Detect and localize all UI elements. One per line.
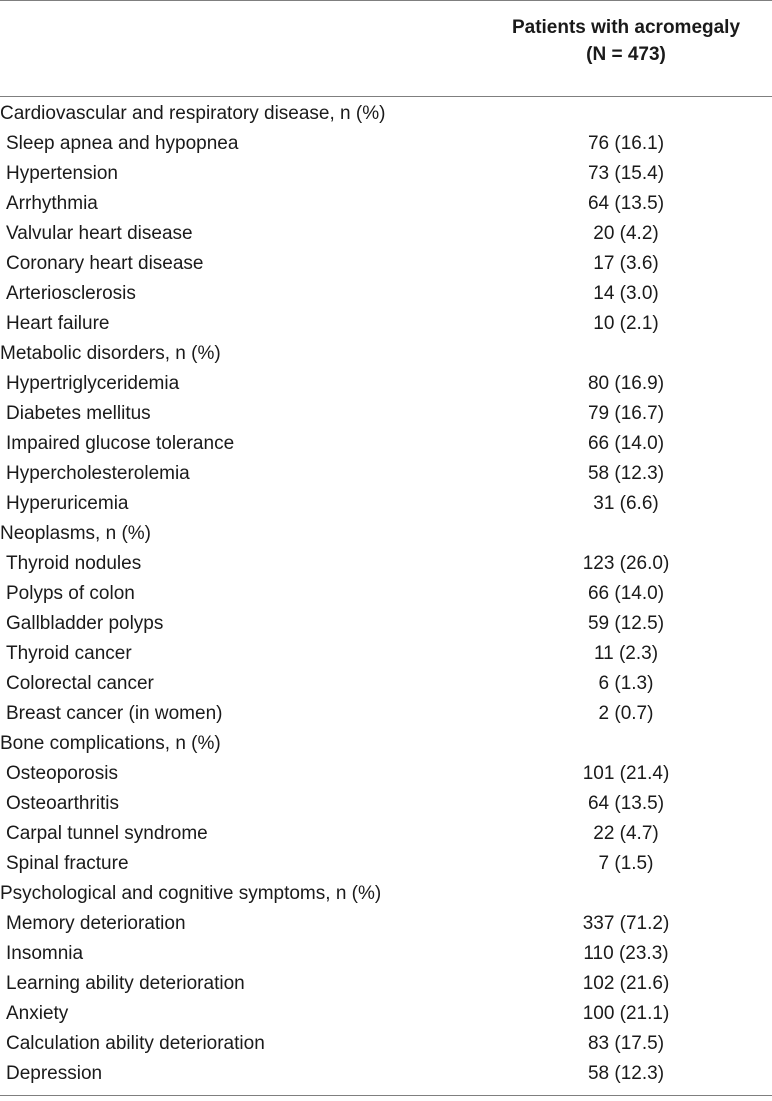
table-row — [0, 489, 772, 519]
row-label: Insomnia — [6, 943, 84, 964]
row-value: 6 (1.3) — [598, 673, 654, 694]
row-label: Valvular heart disease — [6, 223, 193, 244]
table-row — [0, 159, 772, 189]
row-value: 102 (21.6) — [582, 973, 670, 994]
table-row — [0, 699, 772, 729]
category-label: Bone complications, n (%) — [0, 733, 221, 754]
row-value: 66 (14.0) — [587, 433, 665, 454]
row-label: Thyroid nodules — [6, 553, 142, 574]
table-row — [0, 249, 772, 279]
row-value: 73 (15.4) — [587, 163, 665, 184]
row-label: Polyps of colon — [6, 583, 135, 604]
table-row — [0, 1059, 772, 1089]
row-value: 110 (23.3) — [583, 943, 669, 964]
row-value: 10 (2.1) — [593, 313, 659, 334]
category-row — [0, 339, 772, 369]
row-label: Osteoporosis — [6, 763, 118, 784]
row-value: 64 (13.5) — [587, 193, 665, 214]
table-row — [0, 999, 772, 1029]
category-row — [0, 99, 772, 129]
row-value: 31 (6.6) — [593, 493, 659, 514]
table-row — [0, 669, 772, 699]
table-bottom-rule — [0, 1095, 772, 1096]
row-value: 83 (17.5) — [587, 1033, 665, 1054]
category-label: Metabolic disorders, n (%) — [0, 343, 221, 364]
table-row — [0, 1029, 772, 1059]
table-row — [0, 399, 772, 429]
category-row — [0, 879, 772, 909]
table-row — [0, 189, 772, 219]
table-row — [0, 789, 772, 819]
row-label: Calculation ability deterioration — [6, 1033, 265, 1054]
table-row — [0, 639, 772, 669]
row-value: 66 (14.0) — [587, 583, 665, 604]
row-value: 20 (4.2) — [593, 223, 659, 244]
row-label: Coronary heart disease — [6, 253, 204, 274]
row-label: Hypercholesterolemia — [6, 463, 190, 484]
column-header-count: (N = 473) — [586, 44, 666, 65]
table-row — [0, 459, 772, 489]
row-value: 76 (16.1) — [587, 133, 665, 154]
table-row — [0, 219, 772, 249]
table-row — [0, 609, 772, 639]
column-header-patients — [480, 14, 772, 68]
table-row — [0, 429, 772, 459]
row-label: Arteriosclerosis — [6, 283, 136, 304]
row-label: Depression — [6, 1063, 103, 1084]
row-value: 100 (21.1) — [582, 1003, 670, 1024]
category-label: Psychological and cognitive symptoms, n (%) — [0, 883, 382, 904]
row-value: 64 (13.5) — [587, 793, 665, 814]
row-label: Spinal fracture — [6, 853, 129, 874]
row-value: 22 (4.7) — [593, 823, 659, 844]
row-label: Osteoarthritis — [6, 793, 119, 814]
table-row — [0, 759, 772, 789]
table-row — [0, 369, 772, 399]
column-header-title: Patients with acromegaly — [511, 17, 741, 38]
table-row — [0, 549, 772, 579]
row-value: 7 (1.5) — [598, 853, 654, 874]
row-label: Memory deterioration — [6, 913, 186, 934]
table-row — [0, 849, 772, 879]
category-label: Cardiovascular and respiratory disease, n (%) — [0, 103, 386, 124]
row-label: Arrhythmia — [6, 193, 98, 214]
row-value: 17 (3.6) — [593, 253, 659, 274]
table-body — [0, 99, 772, 1089]
category-row — [0, 519, 772, 549]
row-value: 79 (16.7) — [587, 403, 665, 424]
table-row — [0, 309, 772, 339]
row-value: 59 (12.5) — [587, 613, 665, 634]
row-value: 14 (3.0) — [593, 283, 659, 304]
row-label: Colorectal cancer — [6, 673, 154, 694]
table-row — [0, 939, 772, 969]
row-value: 80 (16.9) — [587, 373, 665, 394]
table-row — [0, 819, 772, 849]
table-row — [0, 969, 772, 999]
table-row — [0, 129, 772, 159]
category-label: Neoplasms, n (%) — [0, 523, 151, 544]
row-label: Hypertension — [6, 163, 118, 184]
category-row — [0, 729, 772, 759]
row-label: Sleep apnea and hypopnea — [6, 133, 239, 154]
row-label: Breast cancer (in women) — [6, 703, 223, 724]
row-label: Gallbladder polyps — [6, 613, 164, 634]
table-row — [0, 579, 772, 609]
row-value: 11 (2.3) — [593, 643, 659, 664]
row-label: Carpal tunnel syndrome — [6, 823, 208, 844]
row-value: 58 (12.3) — [587, 1063, 665, 1084]
row-value: 101 (21.4) — [582, 763, 670, 784]
row-value: 123 (26.0) — [582, 553, 670, 574]
row-value: 58 (12.3) — [587, 463, 665, 484]
row-label: Impaired glucose tolerance — [6, 433, 235, 454]
row-label: Anxiety — [6, 1003, 69, 1024]
row-value: 2 (0.7) — [598, 703, 654, 724]
row-label: Heart failure — [6, 313, 110, 334]
table-row — [0, 279, 772, 309]
row-value: 337 (71.2) — [582, 913, 670, 934]
row-label: Hyperuricemia — [6, 493, 129, 514]
table-row — [0, 909, 772, 939]
table-header — [0, 0, 772, 96]
row-label: Diabetes mellitus — [6, 403, 151, 424]
table-header-rule — [0, 96, 772, 97]
row-label: Learning ability deterioration — [6, 973, 245, 994]
row-label: Thyroid cancer — [6, 643, 132, 664]
row-label: Hypertriglyceridemia — [6, 373, 180, 394]
